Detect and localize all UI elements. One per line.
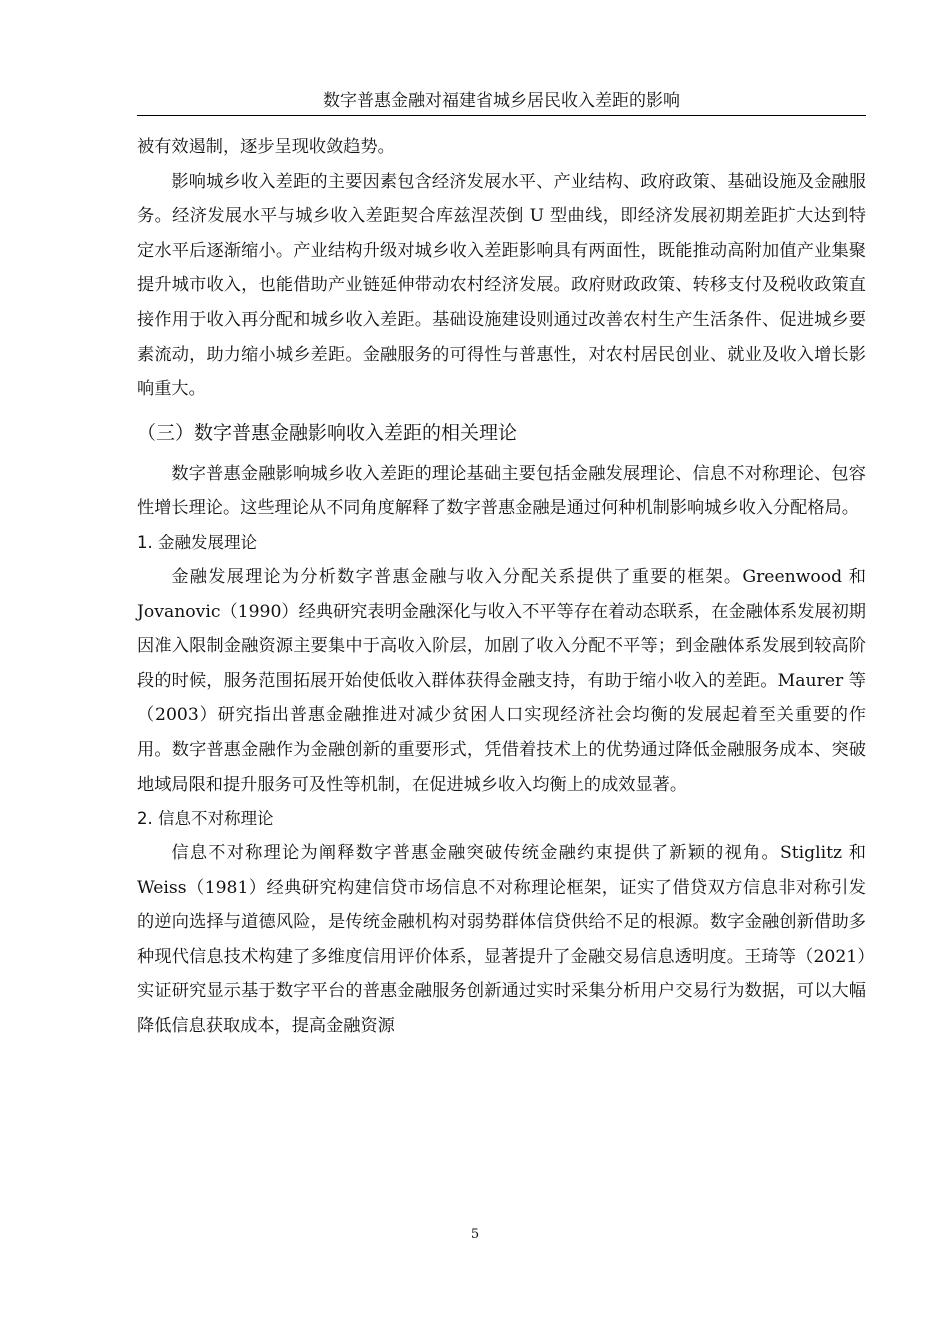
header-rule	[137, 115, 866, 116]
paragraph-information-asymmetry: 信息不对称理论为阐释数字普惠金融突破传统金融约束提供了新颖的视角。Stiglitz 和 Weiss（1981）经典研究构建信贷市场信息不对称理论框架，证实了借贷双方信息非对称引发的逆向选择与道德风险，是传统金融机构对弱势群体信贷供给不足的根源。数字金融创新借助多种现代信息技术构建了多维度信用评价体系，显著提升了金融交易信息透明度。王琦等（2021）实证研究显示基于数字平台的普惠金融服务创新通过实时采集分析用户交易行为数据，可以大幅降低信息获取成本，提高金融资源	[137, 843, 866, 1037]
paragraph-theory-intro: 数字普惠金融影响城乡收入差距的理论基础主要包括金融发展理论、信息不对称理论、包容性增长理论。这些理论从不同角度解释了数字普惠金融是通过何种机制影响城乡收入分配格局。	[137, 463, 866, 519]
paragraph-continuation: 被有效遏制，逐步呈现收敛趋势。	[137, 137, 395, 157]
paragraph-income-factors: 影响城乡收入差距的主要因素包含经济发展水平、产业结构、政府政策、基础设施及金融服务。经济发展水平与城乡收入差距契合库兹涅茨倒 U 型曲线，即经济发展初期差距扩大达到特定水平后逐渐缩小。产业结构升级对城乡收入差距影响具有两面性，既能推动高附加值产业集聚提升城市收入，也能借助产业链延伸带动农村经济发展。政府财政政策、转移支付及税收政策直接作用于收入再分配和城乡收入差距。基础设施建设则通过改善农村生产生活条件、促进城乡要素流动，助力缩小城乡差距。金融服务的可得性与普惠性，对农村居民创业、就业及收入增长影响重大。	[137, 171, 866, 400]
subsection-heading-information-asymmetry: 2. 信息不对称理论	[137, 809, 274, 829]
paragraph-financial-development: 金融发展理论为分析数字普惠金融与收入分配关系提供了重要的框架。Greenwood 和 Jovanovic（1990）经典研究表明金融深化与收入不平等存在着动态联系，在金融体系发展初期因准入限制金融资源主要集中于高收入阶层，加剧了收入分配不平等；到金融体系发展到较高阶段的时候，服务范围拓展开始使低收入群体获得金融支持，有助于缩小收入的差距。Maurer 等（2003）研究指出普惠金融推进对减少贫困人口实现经济社会均衡的发展起着至关重要的作用。数字普惠金融作为金融创新的重要形式，凭借着技术上的优势通过降低金融服务成本、突破地域局限和提升服务可及性等机制，在促进城乡收入均衡上的成效显著。	[137, 566, 866, 795]
page-number: 5	[470, 1227, 480, 1242]
running-header-title: 数字普惠金融对福建省城乡居民收入差距的影响	[323, 91, 680, 111]
section-heading: （三）数字普惠金融影响收入差距的相关理论	[137, 421, 518, 444]
body-text	[137, 130, 866, 1044]
subsection-heading-financial-development: 1. 金融发展理论	[137, 532, 257, 552]
